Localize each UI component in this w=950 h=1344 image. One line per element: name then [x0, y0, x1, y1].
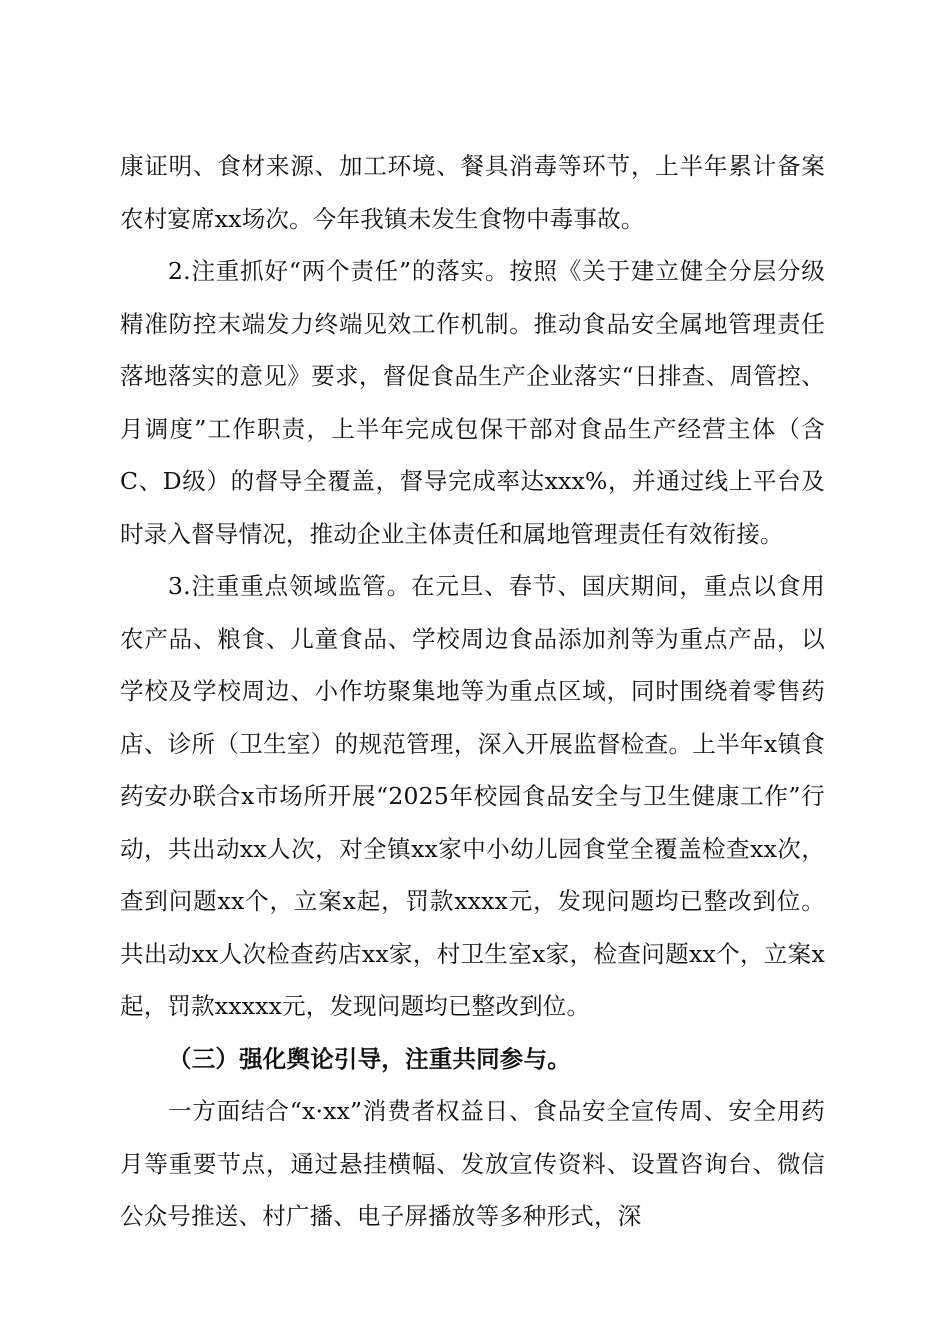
paragraph-continuation: 康证明、食材来源、加工环境、餐具消毒等环节，上半年累计备案农村宴席xx场次。今年我镇未发生食物中毒事故。 — [120, 152, 825, 233]
section-heading-public-opinion: （三）强化舆论引导，注重共同参与。 — [168, 1044, 571, 1073]
paragraph-key-area-supervision: 3.注重重点领域监管。在元旦、春节、国庆期间，重点以食用农产品、粮食、儿童食品、学校周边食品添加剂等为重点产品，以学校及学校周边、小作坊聚集地等为重点区域，同时围绕着零售药店、诊所（卫生室）的规范管理，深入开展监督检查。上半年x镇食药安办联合x市场所开展“2025年校园食品安全与卫生健康工作”行动，共出动xx人次，对全镇xx家中小幼儿园食堂全覆盖检查xx次，查到问题xx个，立案x起，罚款xxxx元，发现问题均已整改到位。共出动xx人次检查药店xx家，村卫生室x家，检查问题xx个，立案x起，罚款xxxxx元，发现问题均已整改到位。 — [120, 572, 825, 1020]
paragraph-publicity: 一方面结合“x·xx”消费者权益日、食品安全宣传周、安全用药月等重要节点，通过悬挂横幅、发放宣传资料、设置咨询台、微信公众号推送、村广播、电子屏播放等多种形式，深 — [120, 1097, 825, 1230]
paragraph-two-responsibilities: 2.注重抓好“两个责任”的落实。按照《关于建立健全分层分级精准防控末端发力终端见效工作机制。推动食品安全属地管理责任落地落实的意见》要求，督促食品生产企业落实“日排查、周管控、月调度”工作职责，上半年完成包保干部对食品生产经营主体（含C、D级）的督导全覆盖，督导完成率达xxx%，并通过线上平台及时录入督导情况，推动企业主体责任和属地管理责任有效衔接。 — [120, 257, 825, 548]
document-body — [120, 140, 825, 1243]
